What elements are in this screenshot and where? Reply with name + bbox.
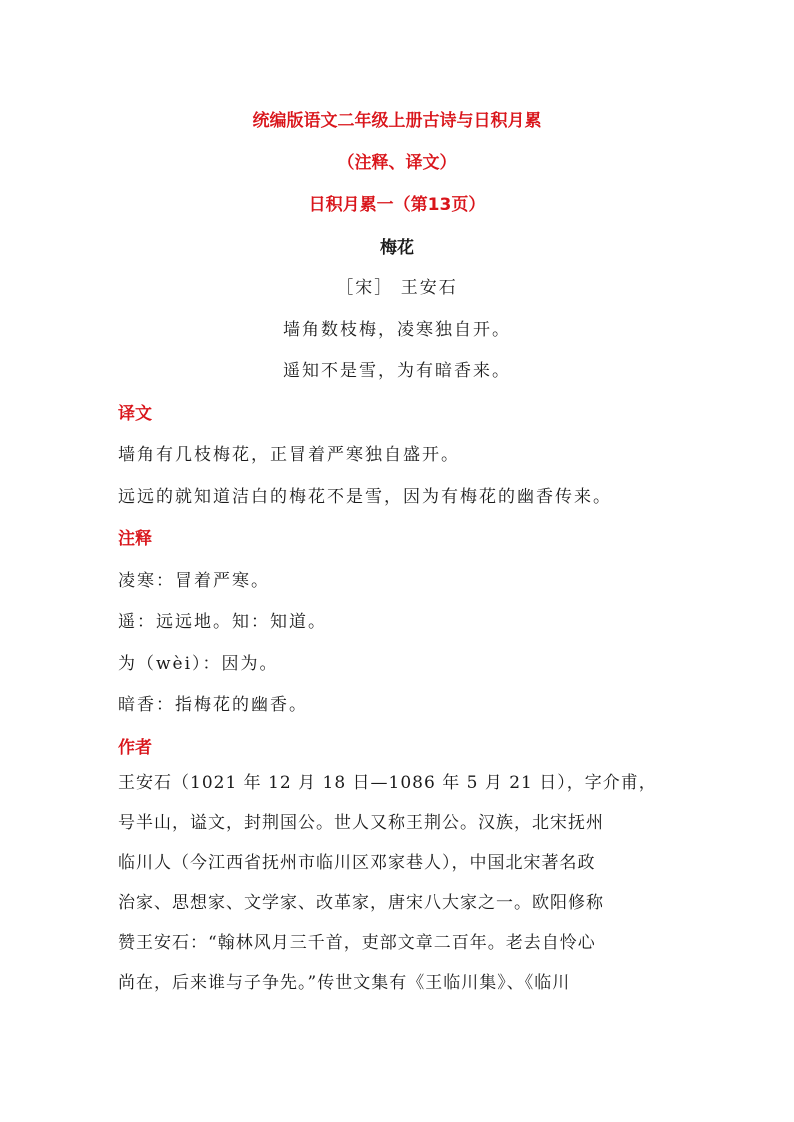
author-line-6: 尚在，后来谁与子争先。”传世文集有《王临川集》、《临川 (118, 973, 571, 993)
author-heading: 作者 (118, 738, 152, 758)
author-line-3: 临川人（今江西省抚州市临川区邓家巷人），中国北宋著名政 (118, 853, 596, 873)
note-line-4: 暗香：指梅花的幽香。 (118, 695, 308, 715)
poem-line-1: 墙角数枝梅，凌寒独自开。 (283, 320, 511, 340)
translation-line-2: 远远的就知道洁白的梅花不是雪，因为有梅花的幽香传来。 (118, 487, 612, 507)
section-title: 日积月累一（第13页） (308, 195, 486, 215)
note-line-2: 遥：远远地。知：知道。 (118, 612, 327, 632)
poem-line-2: 遥知不是雪，为有暗香来。 (283, 361, 511, 381)
document-title: 统编版语文二年级上册古诗与日积月累 (252, 111, 542, 131)
note-line-1: 凌寒：冒着严寒。 (118, 571, 270, 591)
author-paragraph (118, 763, 678, 1003)
poem-title: 梅花 (380, 238, 414, 258)
document-subtitle: （注释、译文） (337, 153, 457, 173)
author-line-4: 治家、思想家、文学家、改革家，唐宋八大家之一。欧阳修称 (118, 893, 604, 913)
author-line-1: 王安石（1021 年 12 月 18 日—1086 年 5 月 21 日），字介甫， (118, 773, 657, 793)
note-line-3: 为（wèi）：因为。 (118, 654, 279, 674)
notes-heading: 注释 (118, 529, 152, 549)
translation-heading: 译文 (118, 404, 152, 424)
translation-line-1: 墙角有几枝梅花，正冒着严寒独自盛开。 (118, 445, 460, 465)
author-line-2: 号半山，谥文，封荆国公。世人又称王荆公。汉族，北宋抚州 (118, 813, 604, 833)
author-line-5: 赞王安石：“翰林风月三千首，吏部文章二百年。老去自怜心 (118, 933, 596, 953)
poem-author: ［宋］ 王安石 (336, 278, 458, 298)
